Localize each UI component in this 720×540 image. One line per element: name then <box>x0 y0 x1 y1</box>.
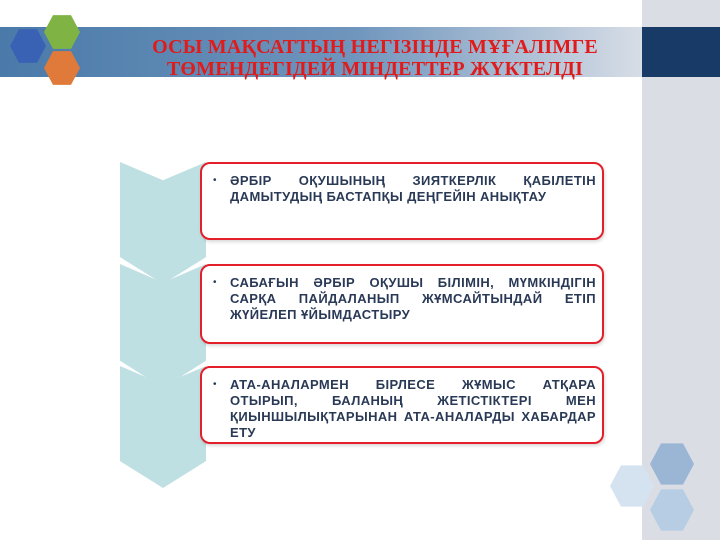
step-1-box <box>200 162 604 240</box>
title-line-2: ТӨМЕНДЕГІДЕЙ МІНДЕТТЕР ЖҮКТЕЛДІ <box>166 58 584 80</box>
step-2-chevron <box>120 264 206 388</box>
step-3-box <box>200 366 604 444</box>
step-2-text: САБАҒЫН ӘРБІР ОҚУШЫ БІЛІМІН, МҮМКІНДІГІН САРҚА ПАЙДАЛАНЫП ЖҰМСАЙТЫНДАЙ ЕТІП ЖҮЙЕЛЕП ҰЙЫМДАСТЫРУ <box>230 275 596 322</box>
step-1-text: ӘРБІР ОҚУШЫНЫҢ ЗИЯТКЕРЛІК ҚАБІЛЕТІН ДАМЫТУДЫҢ БАСТАПҚЫ ДЕҢГЕЙІН АНЫҚТАУ <box>230 173 596 204</box>
bullet: • <box>213 277 217 288</box>
step-2-box <box>200 264 604 344</box>
step-3-text: АТА-АНАЛАРМЕН БІРЛЕСЕ ЖҰМЫС АТҚАРА ОТЫРЫП, БАЛАНЫҢ ЖЕТІСТІКТЕРІ МЕН ҚИЫНШЫЛЫҚТАРЫНАН АТА-АНАЛАРДЫ ХАБАРДАР ЕТУ <box>230 377 596 440</box>
bullet: • <box>213 379 217 390</box>
bullet: • <box>213 175 217 186</box>
title-line-1: ОСЫ МАҚСАТТЫҢ НЕГІЗІНДЕ МҰҒАЛІМГЕ <box>152 36 598 58</box>
step-1-chevron <box>120 162 206 284</box>
